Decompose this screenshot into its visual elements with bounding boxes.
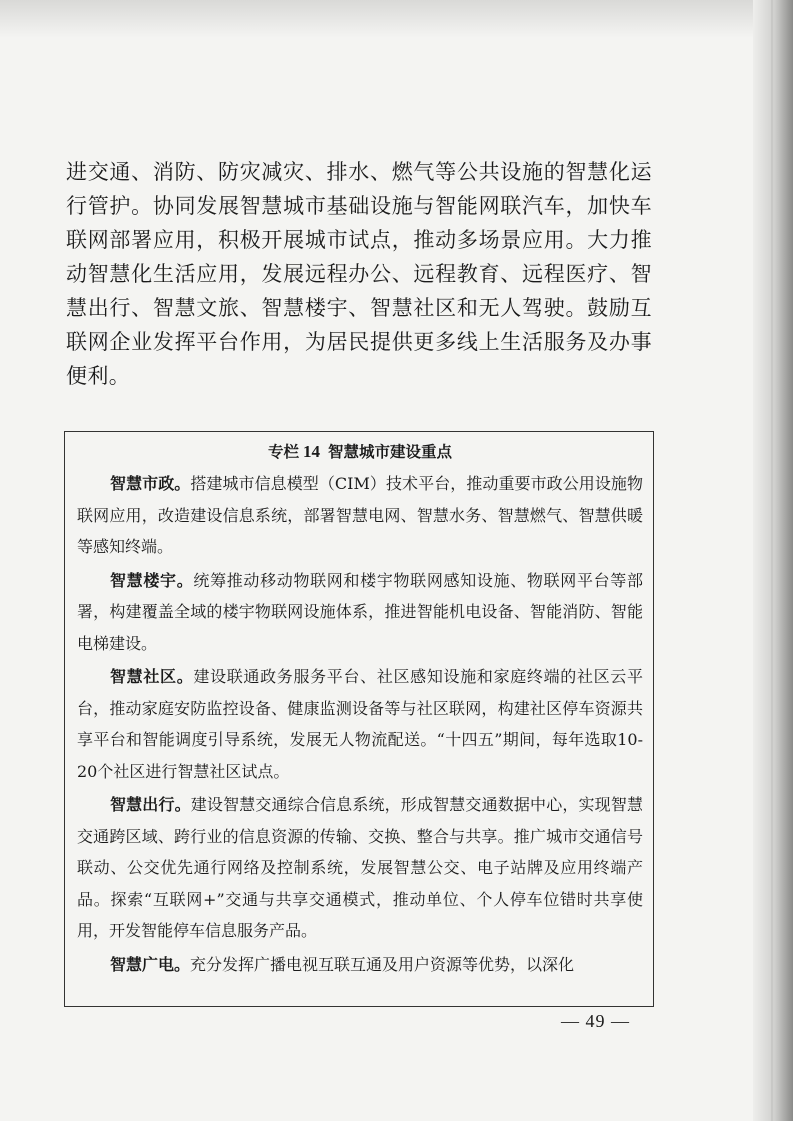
item-text: 建设智慧交通综合信息系统，形成智慧交通数据中心，实现智慧交通跨区域、跨行业的信息资源的传输、交换、整合与共享。推广城市交通信号联动、公交优先通行网络及控制系统，发展智慧公交、电子站牌及应用终端产品。探索“互联网+”交通与共享交通模式，推动单位、个人停车位错时共享使用，开发智能停车信息服务产品。 [77,795,643,940]
item-lead: 智慧市政。 [110,474,191,493]
item-lead: 智慧出行。 [110,795,191,814]
box-item-smart-mobility [77,789,643,947]
box-item-smart-municipal [77,468,643,563]
item-lead: 智慧广电。 [110,954,191,974]
box-item-smart-broadcast [77,949,643,981]
scan-edge-line [771,0,773,1121]
scan-shadow-top [0,0,793,38]
item-lead: 智慧社区。 [110,667,194,686]
box-item-smart-community [77,661,643,787]
scan-shadow-right [753,0,793,1121]
body-paragraph: 进交通、消防、防灾减灾、排水、燃气等公共设施的智慧化运行管护。协同发展智慧城市基础设施与智能网联汽车，加快车联网部署应用，积极开展城市试点，推动多场景应用。大力推动智慧化生活应用，发展远程办公、远程教育、远程医疗、智慧出行、智慧文旅、智慧楼宇、智慧社区和无人驾驶。鼓励互联网企业发挥平台作用，为居民提供更多线上生活服务及办事便利。 [66,160,652,388]
page-number: — 49 — [561,1011,630,1031]
box-title-prefix: 专栏 [267,443,299,461]
item-text: 统筹推动移动物联网和楼宇物联网感知设施、物联网平台等部署，构建覆盖全域的楼宇物联网设施体系，推进智能机电设备、智能消防、智能电梯建设。 [77,570,643,653]
box-title-text: 智慧城市建设重点 [328,443,453,461]
feature-box [64,431,654,1007]
box-title-number: 14 [303,442,320,461]
item-text: 建设联通政务服务平台、社区感知设施和家庭终端的社区云平台，推动家庭安防监控设备、健康监测设备等与社区联网，构建社区停车资源共享平台和智能调度引导系统，发展无人物流配送。“十四五”期间，每年选取10-20个社区进行智慧社区试点。 [77,667,643,781]
item-lead: 智慧楼宇。 [110,570,194,590]
item-text: 搭建城市信息模型（CIM）技术平台，推动重要市政公用设施物联网应用，改造建设信息系统，部署智慧电网、智慧水务、智慧燃气、智慧供暖等感知终端。 [77,474,643,556]
box-item-smart-building [77,565,643,660]
item-text: 充分发挥广播电视互联互通及用户资源等优势，以深化 [190,954,575,974]
box-title [77,438,643,466]
